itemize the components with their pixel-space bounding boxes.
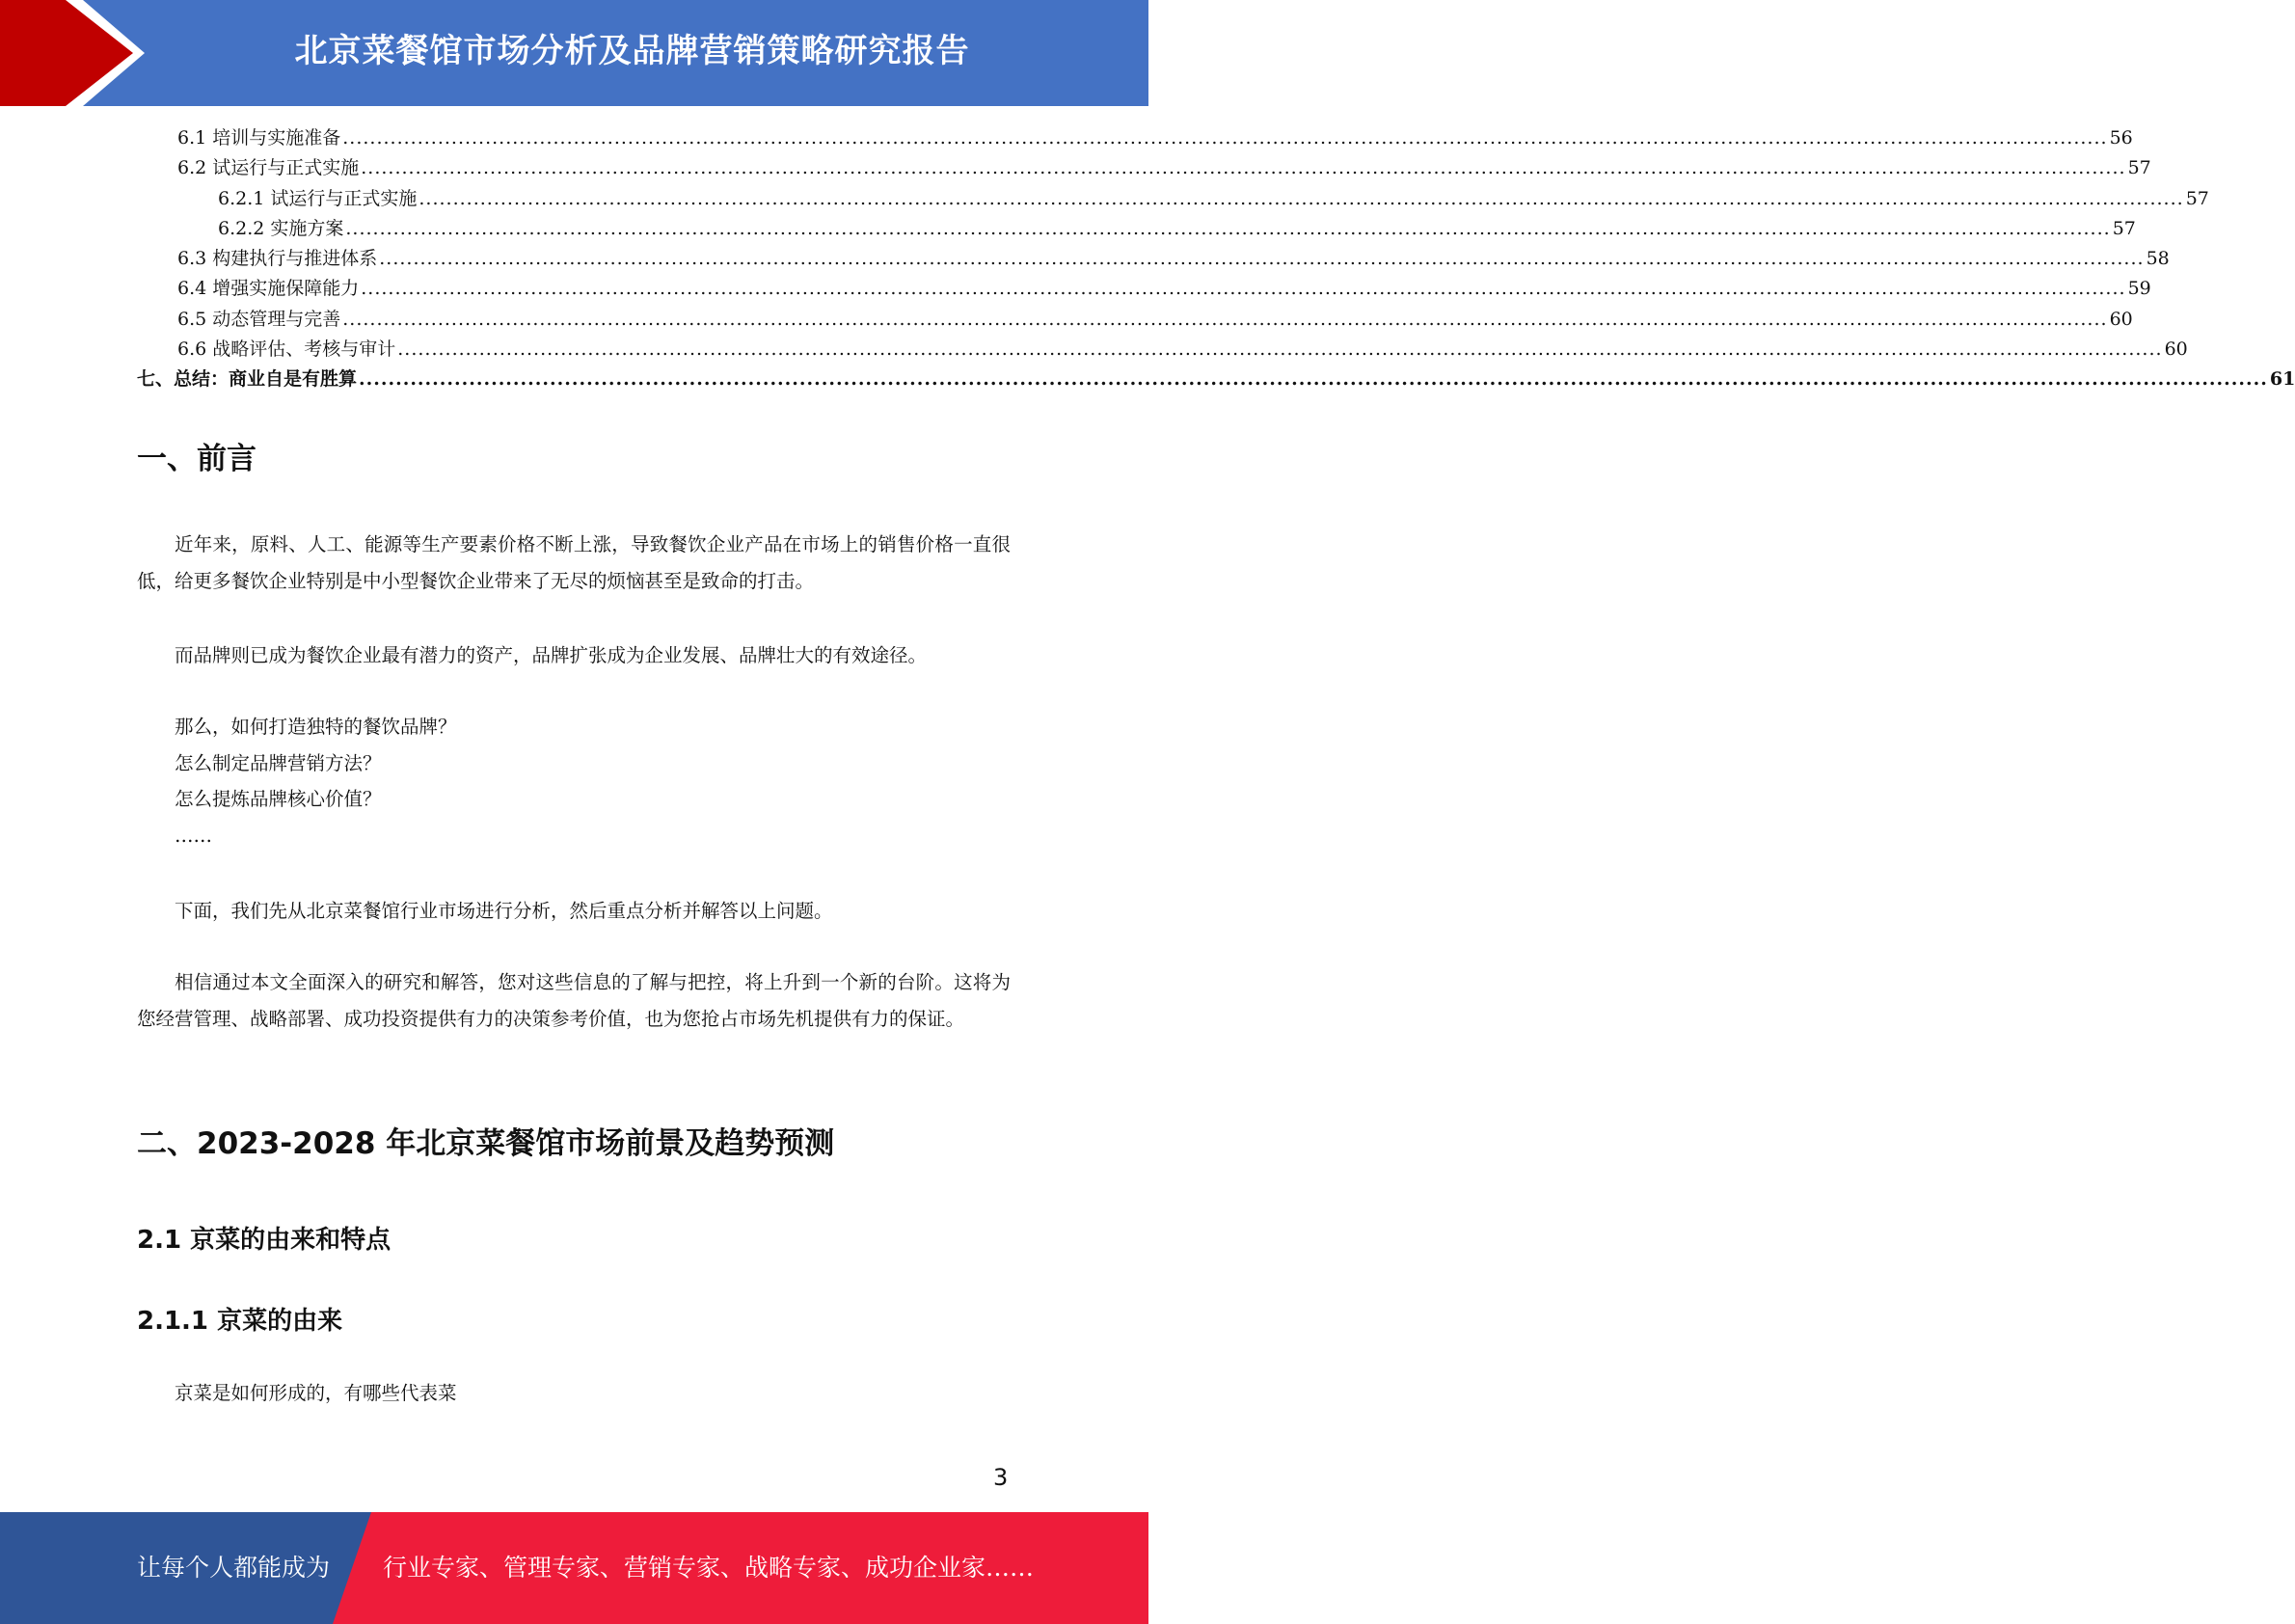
header-banner (0, 0, 1148, 106)
footer-banner (0, 1512, 1148, 1624)
toc-entry[interactable] (137, 153, 2151, 183)
question-list (137, 709, 1048, 853)
toc-entry-label: 6.4 增强实施保障能力 (177, 278, 360, 300)
toc-entry-page: 57 (2185, 187, 2209, 209)
paragraph: 而品牌则已成为餐饮企业最有潜力的资产，品牌扩张成为企业发展、品牌壮大的有效途径。 (175, 644, 928, 666)
toc-entry-label: 6.3 构建执行与推进体系 (177, 248, 378, 270)
toc-leader-dots: .................................................................................................................................................................................................................................................................... (397, 338, 2163, 361)
toc-entry-label: 6.5 动态管理与完善 (177, 308, 341, 330)
question-line: 那么，如何打造独特的餐饮品牌？ (175, 716, 457, 738)
paragraph: 相信通过本文全面深入的研究和解答，您对这些信息的了解与把控，将上升到一个新的台阶。这将为您经营管理、战略部署、成功投资提供有力的决策参考价值，也为您抢占市场先机提供有力的保证。 (137, 971, 1011, 1030)
toc-entry[interactable] (137, 305, 2133, 335)
toc-entry-page: 56 (2109, 127, 2133, 149)
toc-entry[interactable] (137, 214, 2136, 244)
paragraph: 京菜是如何形成的，有哪些代表菜 (175, 1382, 457, 1404)
toc-leader-dots: .................................................................................................................................................................................................................................................................... (342, 127, 2108, 149)
toc-entry-label: 6.6 战略评估、考核与审计 (177, 338, 396, 361)
question-line: 怎么制定品牌营销方法？ (175, 751, 382, 774)
toc-entry[interactable] (137, 335, 2188, 365)
toc-entry-label: 6.2 试运行与正式实施 (177, 157, 360, 179)
paragraph: 下面，我们先从北京菜餐馆行业市场进行分析，然后重点分析并解答以上问题。 (175, 900, 833, 922)
toc-entry-page: 58 (2146, 248, 2170, 270)
page-number: 3 (993, 1464, 1009, 1491)
toc-leader-dots: .................................................................................................................................................................................................................................................................... (379, 248, 2145, 270)
toc-entry-page: 61 (2269, 368, 2295, 391)
toc-leader-dots: .................................................................................................................................................................................................................................................................... (342, 308, 2108, 330)
toc-entry-page: 59 (2127, 278, 2151, 300)
toc-leader-dots: .................................................................................................................................................................................................................................................................... (361, 157, 2126, 179)
paragraph: 近年来，原料、人工、能源等生产要素价格不断上涨，导致餐饮企业产品在市场上的销售价格一直很低，给更多餐饮企业特别是中小型餐饮企业带来了无尽的烦恼甚至是致命的打击。 (137, 533, 1011, 592)
toc-entry-label: 6.2.1 试运行与正式实施 (218, 187, 418, 209)
toc-leader-dots: .................................................................................................................................................................................................................................................................... (345, 217, 2111, 239)
toc-entry-label: 6.2.2 实施方案 (218, 217, 344, 239)
document-title: 北京菜餐馆市场分析及品牌营销策略研究报告 (294, 32, 970, 70)
subsection-heading: 2.1.1 京菜的由来 (137, 1307, 343, 1336)
question-line: 怎么提炼品牌核心价值？ (175, 788, 382, 810)
toc-entry[interactable] (137, 274, 2151, 304)
toc-entry[interactable] (137, 184, 2209, 214)
toc-entry-page: 60 (2164, 338, 2188, 361)
toc-entry-page: 57 (2112, 217, 2136, 239)
subsection-heading: 2.1 京菜的由来和特点 (137, 1226, 392, 1255)
footer-slogan-left: 让每个人都能成为 (137, 1554, 331, 1582)
table-of-contents (137, 123, 2295, 395)
toc-leader-dots: .................................................................................................................................................................................................................................................................... (359, 368, 2268, 391)
toc-entry-label: 七、总结：商业自是有胜算 (137, 368, 358, 391)
toc-entry-label: 6.1 培训与实施准备 (177, 127, 341, 149)
toc-entry-page: 60 (2109, 308, 2133, 330)
header-arrow-red (0, 0, 133, 106)
footer-slogan-right: 行业专家、管理专家、营销专家、战略专家、成功企业家…… (383, 1554, 1035, 1582)
section-heading-forecast: 二、2023-2028 年北京菜餐馆市场前景及趋势预测 (137, 1126, 835, 1161)
toc-entry-page: 57 (2127, 157, 2151, 179)
toc-entry[interactable] (137, 123, 2133, 153)
toc-entry[interactable] (137, 365, 2295, 394)
section-heading-preface: 一、前言 (137, 442, 256, 476)
toc-entry[interactable] (137, 244, 2170, 274)
toc-leader-dots: .................................................................................................................................................................................................................................................................... (418, 187, 2184, 209)
toc-leader-dots: .................................................................................................................................................................................................................................................................... (361, 278, 2126, 300)
question-line: …… (175, 824, 212, 847)
